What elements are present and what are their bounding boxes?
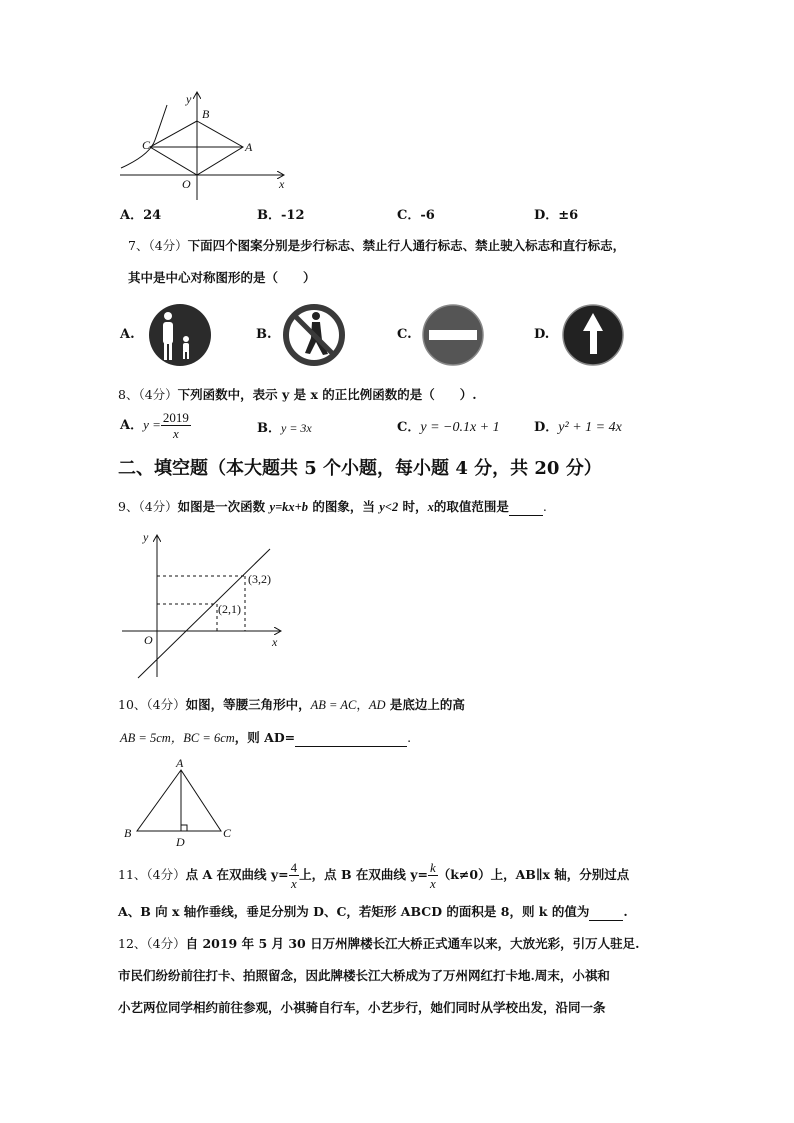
q6-option-a[interactable] [120,208,161,224]
q8-stem [118,387,477,403]
text: . [542,499,547,514]
q8-option-a[interactable] [120,410,191,441]
axis-label-y: y [143,530,149,544]
text: ， [356,697,369,712]
text: 时， [398,499,428,514]
option-key: C． [397,420,421,435]
isosceles-triangle-figure [137,770,221,831]
q11-line1 [118,858,629,892]
text: A、B 向 x 轴作垂线，垂足分别为 D、C，若矩形 ABCD 的面积是 8，则 k 的值为 [118,904,590,919]
answer-blank[interactable] [509,499,543,516]
option-key: D． [534,208,559,223]
q7-option-d[interactable]: D. [534,327,550,342]
question-number: 7、（4分） [128,238,188,253]
q12-line3: 小艺两位同学相约前往参观，小祺骑自行车，小艺步行，她们同时从学校出发，沿同一条 [118,1000,606,1015]
option-key: A． [120,208,144,223]
point-label-b: B [202,107,210,121]
q10-line1 [118,697,465,713]
denominator: x [429,876,436,891]
q8-option-d[interactable] [534,420,622,436]
question-number: 10、（4分） [118,697,186,712]
text: 是底边上的高 [385,697,465,712]
section-title: 二、填空题（本大题共 5 个小题，每小题 4 分，共 20 分） [118,458,602,479]
q7-line2: 其中是中心对称图形的是（ ） [128,270,316,285]
point-label-2-1: (2,1) [218,602,241,616]
point-label-3-2: (3,2) [248,572,271,586]
denominator: x [290,876,297,891]
answer-blank[interactable] [295,730,407,747]
text: . [623,904,628,919]
option-key: A． [120,418,144,433]
origin-label: O [182,177,191,191]
answer-blank[interactable] [589,904,623,921]
q7-option-c[interactable]: C. [397,327,412,342]
fraction [428,860,438,891]
fraction [289,860,300,891]
q6-option-d[interactable] [534,208,578,224]
numerator: 2019 [162,410,189,425]
fraction [161,410,191,441]
question-number: 9、（4分） [118,499,178,514]
option-text: 24 [143,208,162,223]
pedestrian-sign-icon [149,304,211,366]
option-text: ±6 [558,208,579,223]
option-math: y² + 1 = 4x [558,420,622,435]
text: 自 2019 年 5 月 30 日万州牌楼长江大桥正式通车以来，大放光彩，引万人驻足. [185,936,640,951]
point-label-a: A [176,756,184,770]
question-text: 下列函数中，表示 y 是 x 的正比例函数的是（ ）. [177,387,477,402]
text: ，则 AD= [234,730,296,745]
option-key: B． [257,208,281,223]
question-number: 8、（4分） [118,387,178,402]
condition: y<2 [379,500,399,514]
formula: y=kx+b [269,500,309,514]
axis-label-x: x [279,177,285,191]
origin-label: O [144,633,153,647]
linear-function-graph [122,535,281,678]
q7-option-a[interactable]: A. [120,327,135,342]
option-key: B． [257,421,281,436]
text: 如图，等腰三角形中， [185,697,311,712]
option-math: y = −0.1x + 1 [420,420,500,435]
option-math: y = 3x [281,421,312,435]
equation: AD [368,698,386,712]
axis-label-x: x [272,635,278,649]
no-entry-sign-icon [423,305,483,365]
text: 如图是一次函数 [177,499,270,514]
q12-line1 [118,936,639,952]
variable: x [427,500,434,514]
numerator: k [429,860,436,875]
question-text: 下面四个图案分别是步行标志、禁止行人通行标志、禁止驶入标志和直行标志， [187,238,626,253]
q12-line2: 市民们纷纷前往打卡、拍照留念，因此牌楼长江大桥成为了万州网红打卡地.周末，小祺和 [118,968,610,983]
question-number: 11、（4分） [118,867,186,882]
point-label-d: D [176,835,185,849]
text: 的图象，当 [308,499,380,514]
q8-option-b[interactable] [257,420,312,437]
q9-stem [118,499,547,516]
option-key: C． [397,208,421,223]
equation: AB = 5cm，BC = 6cm [120,731,235,745]
option-math: y = [143,417,161,432]
q8-option-c[interactable] [397,420,500,436]
axis-label-y: y [186,92,192,106]
question-number: 12、（4分） [118,936,186,951]
straight-ahead-sign-icon [563,305,623,365]
point-label-c: C [142,138,151,152]
text: （k≠0）上，AB∥x 轴，分别过点 [437,867,630,882]
text: 的取值范围是 [433,499,509,514]
text: . [407,730,412,745]
no-pedestrian-sign-icon [286,307,342,363]
option-text: -12 [281,208,305,223]
point-label-b: B [124,826,132,840]
q10-line2 [120,730,411,747]
numerator: 4 [290,860,298,875]
q11-line2 [118,904,628,921]
q7-line1 [128,238,625,254]
q6-option-c[interactable] [397,208,435,224]
option-text: -6 [420,208,435,223]
option-key: D． [534,420,559,435]
q6-option-b[interactable] [257,208,305,224]
text: 上，点 B 在双曲线 y= [299,867,428,882]
denominator: x [173,426,179,441]
text: 点 A 在双曲线 y= [185,867,289,882]
equation: AB = AC [310,698,357,712]
q7-option-b[interactable]: B. [256,327,272,342]
point-label-c: C [223,826,232,840]
point-label-a: A [245,140,253,154]
